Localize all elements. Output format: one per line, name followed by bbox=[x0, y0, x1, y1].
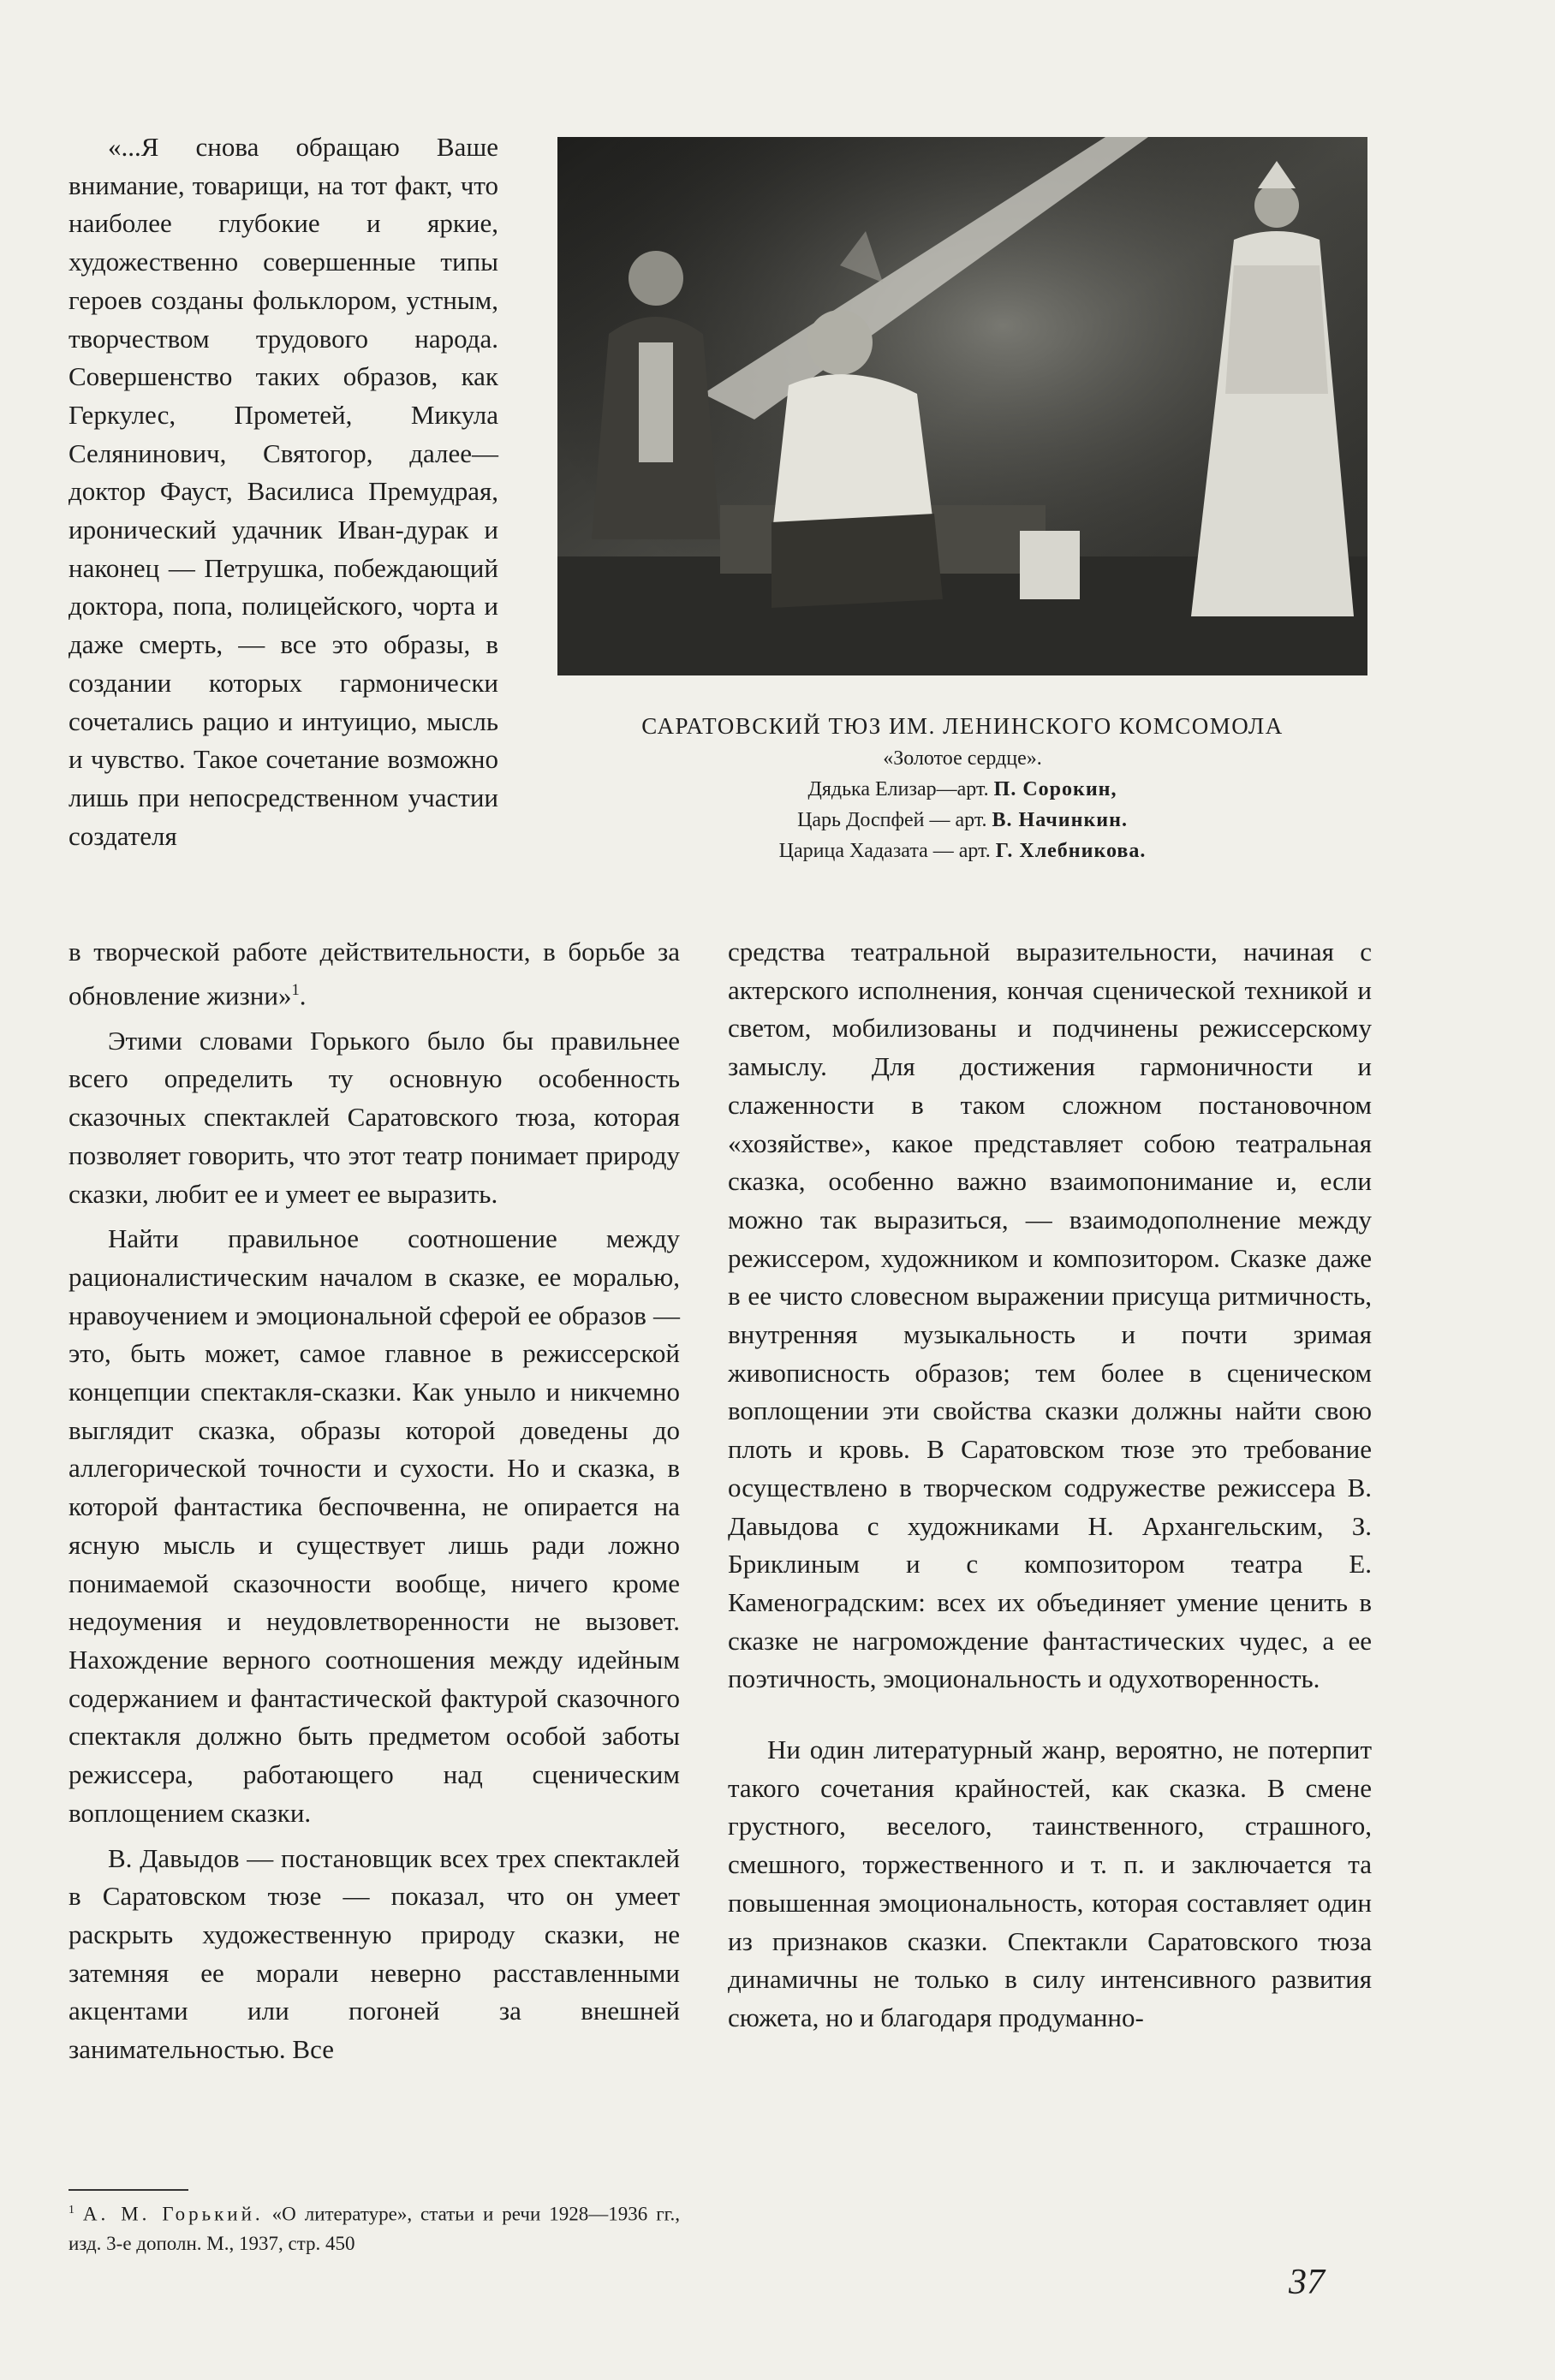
caption-role: Царь Доспфей bbox=[797, 809, 925, 831]
quote-end-text: в творческой работе действительности, в борьбе за обновление жизни» bbox=[69, 937, 680, 1011]
caption-role: Дядька Елизар bbox=[807, 778, 937, 800]
theatre-photo bbox=[557, 137, 1367, 675]
page-number: 37 bbox=[1289, 2263, 1325, 2302]
footnote-divider bbox=[69, 2189, 188, 2191]
caption-actor: П. Сорокин, bbox=[993, 778, 1117, 800]
stage-scene-image bbox=[557, 137, 1367, 675]
caption-role-line bbox=[548, 836, 1377, 866]
column-left bbox=[69, 933, 680, 2069]
caption-role-sep: —арт. bbox=[936, 778, 989, 800]
caption-title: САРАТОВСКИЙ ТЮЗ ИМ. ЛЕНИНСКОГО КОМСОМОЛА bbox=[641, 713, 1284, 739]
body-paragraph: средства театральной выразительности, начиная с актерского исполнения, кончая сценической техникой и светом, мобилизованы и подчинены режиссерскому замыслу. Для достижения гармоничности и слаженности в таком сложном постановочном «хозяйстве», какое представляет собою театральная сказка, особенно важно взаимопонимание и, если можно так выразиться, — взаимодополнение между режиссером, художником и композитором. Сказке даже в ее чисто словесном выражении присуща ритмичность, внутренняя музыкальность и почти зримая живописность образов; тем более в сценическом воплощении эти свойства сказки должны найти свою плоть и кровь. В Саратовском тюзе это требование осуществлено в творческом содружестве режиссера В. Давыдова с художниками Н. Архангельским, З. Бриклиным и с композитором театра Е. Каменоградским: всех их объединяет умение ценить в сказке не нагромождение фантастических чудес, а ее поэтичность, эмоциональность и одухотворенность. bbox=[728, 937, 1372, 1694]
body-paragraph: Ни один литературный жанр, вероятно, не потерпит такого сочетания крайностей, как сказка. В смене грустного, веселого, таинственного, страшного, смешного, торжественного и т. п. и заключается та повышенная эмоциональность, которая составляет один из признаков сказки. Спектакли Саратовского тюза динамичны не только в силу интенсивного развития сюжета, но и благодаря продуманно- bbox=[728, 1734, 1372, 2032]
body-paragraph: Найти правильное соотношение между рационалистическим началом в сказке, ее моралью, нравоучением и эмоциональной сферой ее образов — это, быть может, самое главное в режиссерской концепции спектакля-сказки. Как уныло и никчемно выглядит сказка, образы которой доведены до аллегорической точности и сухости. Но и сказка, в которой фантастика беспочвенна, не опирается на ясную мысль и существует лишь ради ложно понимаемой сказочности вообще, ничего кроме недоумения и неудовлетворенности не вызовет. Нахождение верного соотношения между идейным содержанием и фантастической фактурой сказочного спектакля должно быть предметом особой заботы режиссера, работающего над сценическим воплощением сказки. bbox=[69, 1223, 680, 1828]
quote-end-paragraph: в творческой работе действительности, в борьбе за обновление жизни»$^1$. bbox=[69, 937, 680, 1011]
column-top-left bbox=[69, 128, 498, 855]
caption-role-line bbox=[548, 805, 1377, 836]
footnote bbox=[69, 2195, 680, 2258]
caption-role-sep: — арт. bbox=[929, 809, 987, 831]
footnote-ref: 1 bbox=[291, 980, 300, 999]
footnote-text: «О литературе», статьи и речи 1928—1936 гг., изд. 3-е дополн. М., 1937, стр. 450 bbox=[69, 2203, 680, 2254]
photo-caption bbox=[548, 709, 1377, 866]
caption-role-line bbox=[548, 774, 1377, 805]
caption-actor: Г. Хлебникова. bbox=[995, 840, 1147, 862]
caption-actor: В. Начинкин. bbox=[992, 809, 1128, 831]
column-right bbox=[728, 933, 1372, 2038]
caption-role: Царица Хадазата bbox=[778, 840, 928, 862]
caption-role-sep: — арт. bbox=[932, 840, 991, 862]
body-paragraph: В. Давыдов — постановщик всех трех спектаклей в Саратовском тюзе — показал, что он умеет раскрыть художественную природу сказки, не затемняя ее морали неверно расставленными акцентами или погоней за внешней занимательностью. Все bbox=[69, 1842, 680, 2065]
quote-paragraph: «...Я снова обращаю Ваше внимание, товарищи, на тот факт, что наиболее глубокие и яркие, художественно совершенные типы героев созданы фольклором, устным, творчеством трудового народа. Совершенство таких образов, как Геркулес, Прометей, Микула Селянинович, Святогор, далее—доктор Фауст, Василиса Премудрая, иронический удачник Иван-дурак и наконец — Петрушка, побеждающий доктора, попа, полицейского, чорта и даже смерть, — все это образы, в создании которых гармонически сочетались рацио и интуицио, мысль и чувство. Такое сочетание возможно лишь при непосредственном участии создателя bbox=[69, 132, 498, 851]
caption-play: «Золотое сердце». bbox=[883, 747, 1042, 770]
footnote-mark: 1 bbox=[69, 2203, 74, 2216]
body-paragraph: Этими словами Горького было бы правильнее всего определить ту основную особенность сказочных спектаклей Саратовского тюза, которая позволяет говорить, что этот театр понимает природу сказки, любит ее и умеет ее выразить. bbox=[69, 1025, 680, 1209]
footnote-author: А. М. Горький. bbox=[82, 2203, 264, 2225]
